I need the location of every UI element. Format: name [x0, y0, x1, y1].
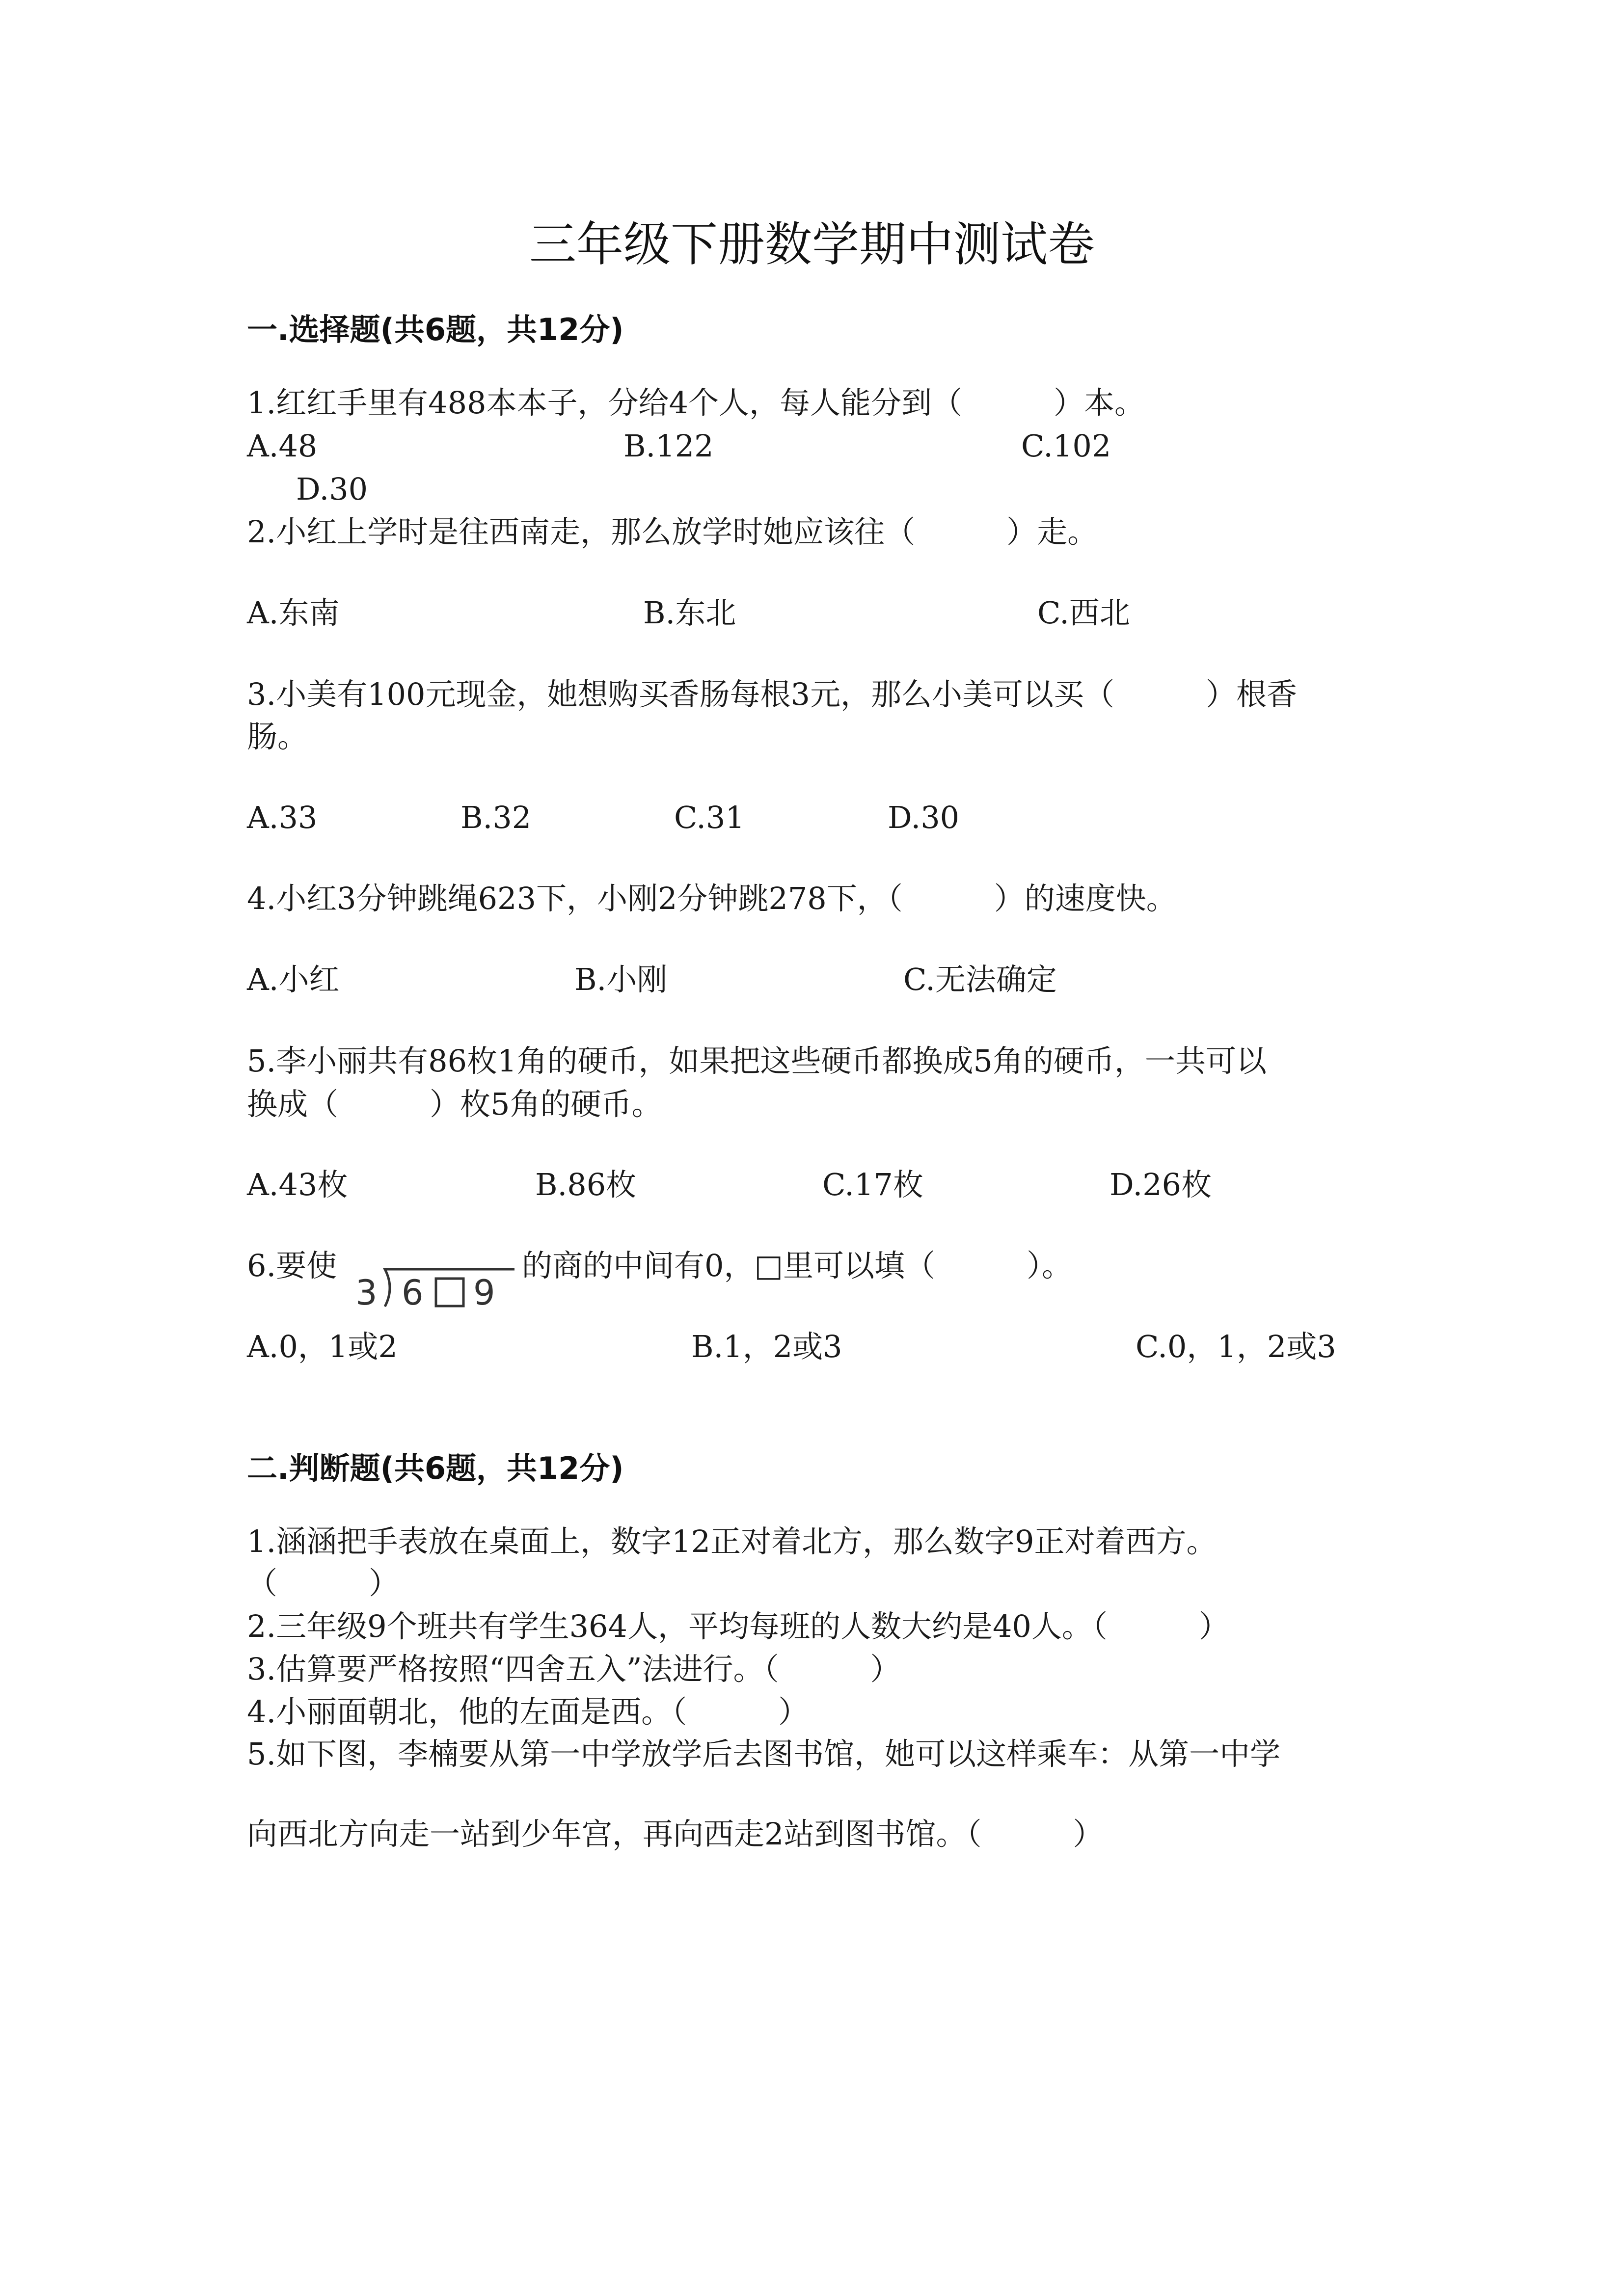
long-division-figure	[352, 1252, 517, 1315]
section-heading-choice: 一.选择题(共6题，共12分)	[247, 312, 624, 347]
question-4-option-b: B.小刚	[574, 961, 668, 997]
division-dividend-first: 6	[402, 1273, 424, 1313]
judgment-5-line2: 向西北方向走一站到少年宫，再向西走2站到图书馆。（ ）	[247, 1816, 1104, 1852]
question-1-option-c: C.102	[1021, 428, 1111, 464]
page-title: 三年级下册数学期中测试卷	[529, 217, 1095, 272]
question-2-option-a: A.东南	[247, 595, 340, 631]
question-3-option-d: D.30	[888, 800, 960, 835]
question-6-stem-suffix: 的商的中间有0，□里可以填（ ）。	[522, 1248, 1073, 1283]
question-6-option-c: C.0，1，2或3	[1136, 1329, 1336, 1364]
question-2-stem: 2.小红上学时是往西南走，那么放学时她应该往（ ）走。	[247, 514, 1098, 550]
question-3-option-a: A.33	[247, 800, 318, 835]
question-6-option-a: A.0，1或2	[247, 1329, 398, 1364]
question-6-option-b: B.1，2或3	[691, 1329, 842, 1364]
question-1-option-b: B.122	[623, 428, 714, 464]
judgment-1-line1: 1.涵涵把手表放在桌面上，数字12正对着北方，那么数字9正对着西方。	[247, 1523, 1217, 1559]
division-blank-box	[436, 1279, 463, 1306]
question-4-option-c: C.无法确定	[903, 961, 1057, 997]
question-1-option-a: A.48	[247, 428, 318, 464]
question-5-stem-line1: 5.李小丽共有86枚1角的硬币，如果把这些硬币都换成5角的硬币，一共可以	[247, 1043, 1267, 1079]
judgment-5-line1: 5.如下图，李楠要从第一中学放学后去图书馆，她可以这样乘车：从第一中学	[247, 1736, 1281, 1772]
question-3-option-b: B.32	[460, 800, 532, 835]
question-5-option-a: A.43枚	[247, 1167, 348, 1202]
question-1-option-d: D.30	[296, 471, 368, 507]
question-2-option-b: B.东北	[643, 595, 736, 631]
judgment-3: 3.估算要严格按照“四舍五入”法进行。（ ）	[247, 1651, 901, 1687]
question-4-option-a: A.小红	[247, 961, 340, 997]
question-5-option-b: B.86枚	[535, 1167, 637, 1202]
question-4-stem: 4.小红3分钟跳绳623下，小刚2分钟跳278下，（ ）的速度快。	[247, 881, 1177, 916]
division-dividend-last: 9	[473, 1273, 495, 1313]
question-3-stem-line2: 肠。	[247, 719, 308, 754]
division-divisor: 3	[355, 1273, 378, 1313]
question-6-stem-prefix: 6.要使	[247, 1248, 337, 1283]
judgment-1-line2: （ ）	[247, 1565, 400, 1601]
section-heading-judgment: 二.判断题(共6题，共12分)	[247, 1450, 624, 1486]
question-5-option-c: C.17枚	[822, 1167, 923, 1202]
question-3-option-c: C.31	[674, 800, 745, 835]
judgment-2: 2.三年级9个班共有学生364人，平均每班的人数大约是40人。（ ）	[247, 1608, 1229, 1644]
judgment-4: 4.小丽面朝北，他的左面是西。（ ）	[247, 1694, 809, 1730]
question-5-stem-line2: 换成（ ）枚5角的硬币。	[247, 1086, 662, 1122]
question-1-stem: 1.红红手里有488本本子，分给4个人，每人能分到（ ）本。	[247, 385, 1145, 421]
question-3-stem-line1: 3.小美有100元现金，她想购买香肠每根3元，那么小美可以买（ ）根香	[247, 676, 1297, 712]
question-2-option-c: C.西北	[1037, 595, 1130, 631]
question-5-option-d: D.26枚	[1110, 1167, 1212, 1202]
